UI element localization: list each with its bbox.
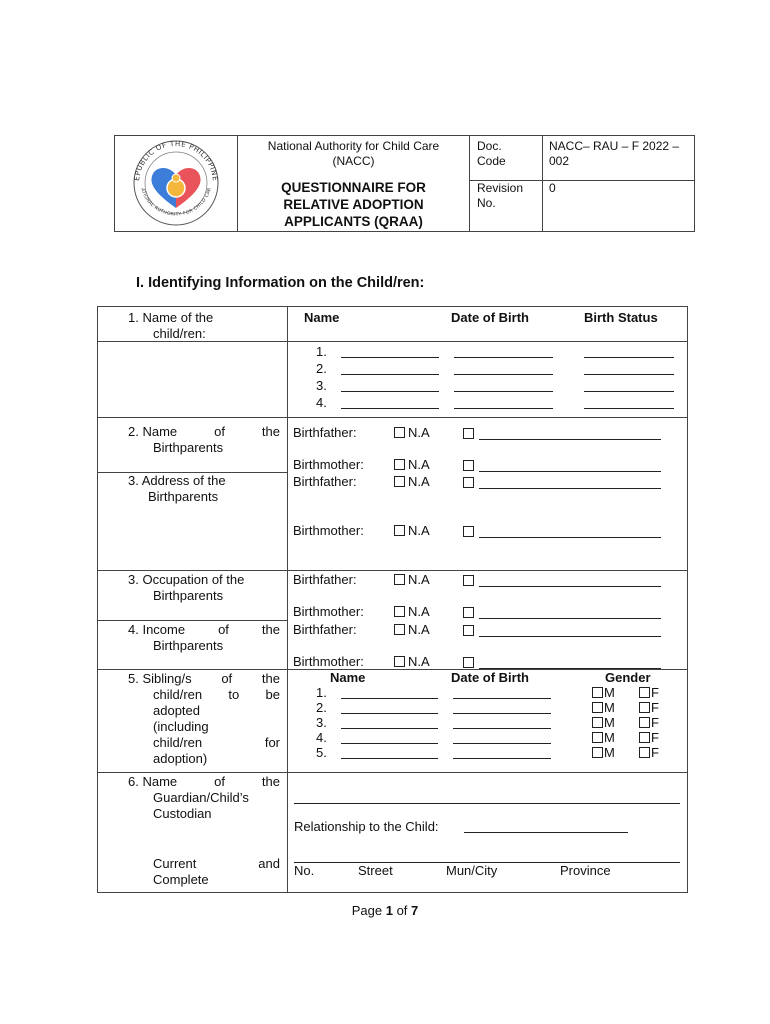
- sibling-name-field[interactable]: [341, 743, 438, 744]
- row-label-line: child/ren:: [153, 326, 206, 341]
- info-checkbox[interactable]: [463, 428, 474, 439]
- na-checkbox[interactable]: [394, 574, 405, 585]
- list-item: [316, 361, 327, 378]
- row-label-word: Current: [153, 856, 197, 871]
- row-label-siblings: [128, 671, 280, 767]
- na-option: [394, 425, 430, 441]
- gender-male-label: M: [604, 700, 615, 715]
- na-option: [394, 604, 430, 620]
- row-label-word: of: [214, 774, 225, 789]
- sibling-name-field[interactable]: [341, 698, 438, 699]
- birthfather-info-field[interactable]: [479, 488, 661, 489]
- address-no-label: No.: [294, 863, 315, 878]
- gender-female-checkbox[interactable]: [639, 732, 650, 743]
- na-label: N.A: [408, 474, 430, 489]
- gender-female-label: F: [651, 715, 659, 730]
- child-name-field[interactable]: [341, 374, 439, 375]
- list-item: [316, 378, 327, 395]
- doc-code-value-line: NACC– RAU – F 2022 –: [549, 139, 680, 153]
- row-label-line: Birthparents: [153, 588, 224, 603]
- na-checkbox[interactable]: [394, 656, 405, 667]
- birthmother-label: Birthmother:: [293, 604, 364, 619]
- page-of: of: [396, 903, 408, 918]
- gender-male-checkbox[interactable]: [592, 732, 603, 743]
- list-number: 1.: [316, 344, 327, 359]
- gender-female-label: F: [651, 700, 659, 715]
- col-header-birth-status: Birth Status: [584, 310, 658, 325]
- gender-male-checkbox[interactable]: [592, 747, 603, 758]
- row-label-line: Custodian: [153, 806, 212, 821]
- org-name: [238, 139, 469, 169]
- info-checkbox[interactable]: [463, 526, 474, 537]
- na-option: [394, 654, 430, 670]
- row-label-birthparents-address: [128, 473, 226, 505]
- address-mun-label: Mun/City: [446, 863, 498, 878]
- col-header-dob: Date of Birth: [451, 310, 529, 325]
- na-option: [394, 622, 430, 638]
- gender-male-option: [592, 685, 615, 701]
- list-item: [316, 344, 327, 361]
- row-label-line: Birthparents: [153, 638, 224, 653]
- na-label: N.A: [408, 425, 430, 440]
- na-checkbox[interactable]: [394, 624, 405, 635]
- row-label-line: adoption): [153, 751, 208, 766]
- row-label-line: Guardian/Child’s: [153, 790, 249, 805]
- gender-female-option: [639, 685, 659, 701]
- row-label-word: 6. Name: [128, 774, 178, 789]
- relationship-label: Relationship to the Child:: [294, 819, 439, 834]
- org-name-line: National Authority for Child Care: [267, 139, 440, 153]
- header-table: [114, 135, 695, 232]
- list-number: 4.: [316, 395, 327, 410]
- row-label-line: Birthparents: [153, 440, 224, 455]
- relationship-field[interactable]: [464, 832, 628, 833]
- row-label-birthparents-income: [128, 622, 280, 654]
- gender-male-label: M: [604, 730, 615, 745]
- gender-female-option: [639, 745, 659, 761]
- birthfather-label: Birthfather:: [293, 572, 357, 587]
- row-label-word: of: [218, 622, 229, 637]
- gender-male-option: [592, 745, 615, 761]
- gender-female-checkbox[interactable]: [639, 702, 650, 713]
- row-label-word: the: [261, 671, 280, 686]
- gender-male-option: [592, 700, 615, 716]
- title-line: QUESTIONNAIRE FOR: [281, 180, 426, 195]
- birthmother-info-field[interactable]: [479, 471, 661, 472]
- table-row-divider: [98, 669, 687, 670]
- doc-code-label-line: Code: [477, 154, 506, 168]
- table-row-divider: [98, 570, 687, 571]
- birthfather-label: Birthfather:: [293, 425, 357, 440]
- gender-male-checkbox[interactable]: [592, 687, 603, 698]
- row-label-word: child/ren: [153, 687, 203, 702]
- gender-female-label: F: [651, 745, 659, 760]
- list-item: [316, 395, 327, 412]
- child-status-field[interactable]: [584, 357, 674, 358]
- row-label-line: 1. Name of the: [128, 310, 214, 325]
- gender-female-label: F: [651, 730, 659, 745]
- header-divider: [469, 136, 470, 231]
- sibling-col-header-dob: Date of Birth: [451, 670, 529, 685]
- birthmother-label: Birthmother:: [293, 523, 364, 538]
- gender-female-checkbox[interactable]: [639, 717, 650, 728]
- na-label: N.A: [408, 604, 430, 619]
- sibling-dob-field[interactable]: [453, 758, 551, 759]
- birthfather-info-field[interactable]: [479, 636, 661, 637]
- child-dob-field[interactable]: [454, 408, 553, 409]
- child-dob-field[interactable]: [454, 357, 553, 358]
- child-dob-field[interactable]: [454, 391, 553, 392]
- gender-male-label: M: [604, 745, 615, 760]
- gender-male-option: [592, 715, 615, 731]
- na-option: [394, 457, 430, 473]
- row-label-word: 5. Sibling/s: [128, 671, 192, 686]
- row-label-word: the: [261, 774, 280, 789]
- na-checkbox[interactable]: [394, 459, 405, 470]
- sibling-dob-field[interactable]: [453, 698, 551, 699]
- na-label: N.A: [408, 457, 430, 472]
- child-dob-field[interactable]: [454, 374, 553, 375]
- address-street-label: Street: [358, 863, 393, 878]
- row-label-line: Complete: [153, 872, 209, 887]
- row-label-word: the: [261, 622, 280, 637]
- na-checkbox[interactable]: [394, 606, 405, 617]
- na-label: N.A: [408, 654, 430, 669]
- birthmother-info-field[interactable]: [479, 668, 661, 669]
- sibling-number: 4.: [316, 730, 327, 745]
- row-label-word: child/ren: [153, 735, 203, 750]
- revision-label-line: No.: [477, 196, 496, 210]
- info-checkbox[interactable]: [463, 657, 474, 668]
- na-checkbox[interactable]: [394, 525, 405, 536]
- table-row-divider: [98, 620, 288, 621]
- col-header-name: Name: [304, 310, 340, 325]
- address-province-label: Province: [560, 863, 611, 878]
- list-number: 2.: [316, 361, 327, 376]
- table-row-divider: [98, 772, 687, 773]
- sibling-dob-field[interactable]: [453, 728, 551, 729]
- info-checkbox[interactable]: [463, 625, 474, 636]
- birthmother-info-field[interactable]: [479, 618, 661, 619]
- guardian-name-field[interactable]: [294, 803, 680, 804]
- row-label-birthparents-occupation: [128, 572, 244, 604]
- doc-code-label-line: Doc.: [477, 139, 502, 153]
- table-col-divider: [287, 307, 288, 892]
- sibling-name-field[interactable]: [341, 758, 438, 759]
- revision-value: 0: [549, 181, 556, 195]
- birthmother-label: Birthmother:: [293, 654, 364, 669]
- gender-male-checkbox[interactable]: [592, 717, 603, 728]
- doc-code-value: [549, 139, 679, 169]
- na-checkbox[interactable]: [394, 476, 405, 487]
- row-label-word: of: [214, 424, 225, 439]
- birthfather-label: Birthfather:: [293, 474, 357, 489]
- info-checkbox[interactable]: [463, 607, 474, 618]
- row-label-guardian: [128, 774, 280, 822]
- na-option: [394, 523, 430, 539]
- svg-text:NATIONAL AUTHORITY FOR CHILD C: ATIONAL AUTHORITY FOR CHILD CAR: [139, 187, 213, 218]
- title-line: APPLICANTS (QRAA): [284, 214, 423, 229]
- sibling-dob-field[interactable]: [453, 743, 551, 744]
- birthfather-info-field[interactable]: [479, 586, 661, 587]
- gender-female-option: [639, 730, 659, 746]
- row-label-word: the: [261, 424, 280, 439]
- table-row-divider: [98, 417, 687, 418]
- na-label: N.A: [408, 622, 430, 637]
- page-number: [0, 903, 770, 919]
- row-label-word: to: [228, 687, 240, 702]
- sibling-number: 3.: [316, 715, 327, 730]
- birthfather-label: Birthfather:: [293, 622, 357, 637]
- doc-code-value-line: 002: [549, 154, 570, 168]
- child-name-field[interactable]: [341, 357, 439, 358]
- row-label-word: 2. Name: [128, 424, 178, 439]
- info-table: [97, 306, 688, 893]
- birthmother-label: Birthmother:: [293, 457, 364, 472]
- na-label: N.A: [408, 572, 430, 587]
- row-label-line: adopted: [153, 703, 200, 718]
- revision-label: [477, 181, 523, 211]
- document-title: [238, 179, 469, 230]
- na-checkbox[interactable]: [394, 427, 405, 438]
- sibling-number: 2.: [316, 700, 327, 715]
- sibling-col-header-name: Name: [330, 670, 366, 685]
- revision-label-line: Revision: [477, 181, 524, 195]
- row-label-line: Birthparents: [148, 489, 219, 504]
- sibling-col-header-gender: Gender: [605, 670, 651, 685]
- info-checkbox[interactable]: [463, 460, 474, 471]
- birthfather-info-field[interactable]: [479, 439, 661, 440]
- sibling-number: 5.: [316, 745, 327, 760]
- row-label-word: of: [221, 671, 233, 686]
- row-label-line: (including: [153, 719, 209, 734]
- title-line: RELATIVE ADOPTION: [283, 197, 424, 212]
- sibling-number: 1.: [316, 685, 327, 700]
- na-label: N.A: [408, 523, 430, 538]
- org-name-line: (NACC): [332, 154, 375, 168]
- doc-code-label: [477, 139, 506, 169]
- row-label-word: for: [264, 735, 280, 750]
- child-status-field[interactable]: [584, 374, 674, 375]
- gender-male-label: M: [604, 715, 615, 730]
- gender-female-label: F: [651, 685, 659, 700]
- sibling-name-field[interactable]: [341, 728, 438, 729]
- gender-female-option: [639, 715, 659, 731]
- child-status-field[interactable]: [584, 391, 674, 392]
- list-number: 3.: [316, 378, 327, 393]
- row-label-line: 3. Address of the: [128, 473, 226, 488]
- info-checkbox[interactable]: [463, 477, 474, 488]
- child-name-field[interactable]: [341, 391, 439, 392]
- gender-female-checkbox[interactable]: [639, 747, 650, 758]
- gender-female-checkbox[interactable]: [639, 687, 650, 698]
- gender-male-option: [592, 730, 615, 746]
- info-checkbox[interactable]: [463, 575, 474, 586]
- gender-male-label: M: [604, 685, 615, 700]
- sibling-name-field[interactable]: [341, 713, 438, 714]
- row-label-current-address: [153, 856, 280, 888]
- na-option: [394, 572, 430, 588]
- na-option: [394, 474, 430, 490]
- gender-female-option: [639, 700, 659, 716]
- header-divider: [542, 136, 543, 231]
- children-list: [316, 344, 327, 412]
- page-prefix: Page: [351, 903, 383, 918]
- section-title: I. Identifying Information on the Child/ren:: [136, 275, 425, 291]
- page-current: 1: [385, 903, 393, 918]
- row-label-child-name: [128, 310, 213, 342]
- row-label-birthparents-name: [128, 424, 280, 456]
- row-label-word: be: [265, 687, 280, 702]
- nacc-logo: [119, 138, 233, 228]
- gender-male-checkbox[interactable]: [592, 702, 603, 713]
- row-label-word: 4. Income: [128, 622, 186, 637]
- sibling-dob-field[interactable]: [453, 713, 551, 714]
- page-total: 7: [411, 903, 419, 918]
- child-status-field[interactable]: [584, 408, 674, 409]
- birthmother-info-field[interactable]: [479, 537, 661, 538]
- child-name-field[interactable]: [341, 408, 439, 409]
- row-label-word: and: [258, 856, 280, 871]
- row-label-line: 3. Occupation of the: [128, 572, 245, 587]
- svg-text:REPUBLIC OF THE PHILIPPINES: EPUBLIC OF THE PHILIPPINE: [133, 139, 220, 182]
